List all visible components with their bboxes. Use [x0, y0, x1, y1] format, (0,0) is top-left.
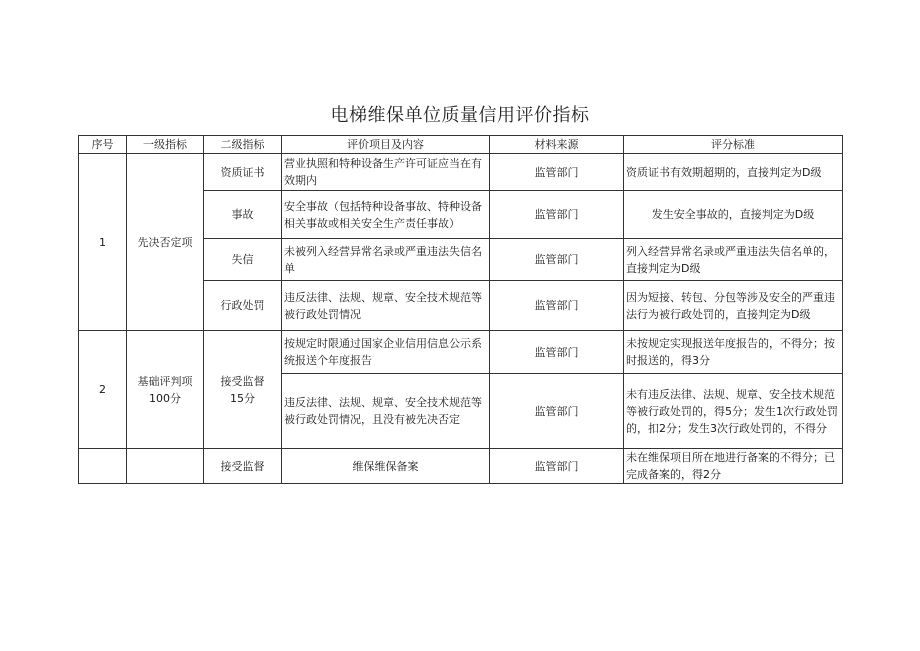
item-cell: 违反法律、法规、规章、安全技术规范等被行政处罚情况，且没有被先决否定 [282, 374, 490, 449]
level2-cell: 事故 [204, 191, 282, 239]
header-level1: 一级指标 [127, 136, 204, 154]
level2-cell: 接受监督 [204, 449, 282, 484]
source-cell: 监管部门 [490, 239, 624, 281]
item-cell: 营业执照和特种设备生产许可证应当在有效期内 [282, 154, 490, 191]
item-cell: 未被列入经营异常名录或严重违法失信名单 [282, 239, 490, 281]
standard-cell: 因为短接、转包、分包等涉及安全的严重违法行为被行政处罚的，直接判定为D级 [624, 281, 843, 331]
group2-level2-label: 接受监督 [220, 374, 265, 388]
empty-level1-cell [127, 449, 204, 484]
standard-cell: 未有违反法律、法规、规章、安全技术规范等被行政处罚的，得5分；发生1次行政处罚的，扣2分；发生3次行政处罚的，不得分 [624, 374, 843, 449]
level2-cell: 行政处罚 [204, 281, 282, 331]
group2-level1 [127, 331, 204, 449]
source-cell: 监管部门 [490, 154, 624, 191]
header-source: 材料来源 [490, 136, 624, 154]
header-item: 评价项目及内容 [282, 136, 490, 154]
header-standard: 评分标准 [624, 136, 843, 154]
source-cell: 监管部门 [490, 191, 624, 239]
source-cell: 监管部门 [490, 449, 624, 484]
table-row [79, 331, 843, 374]
source-cell: 监管部门 [490, 281, 624, 331]
group2-seq: 2 [79, 331, 127, 449]
level2-cell: 资质证书 [204, 154, 282, 191]
source-cell: 监管部门 [490, 374, 624, 449]
item-cell: 按规定时限通过国家企业信用信息公示系统报送个年度报告 [282, 331, 490, 374]
document-title: 电梯维保单位质量信用评价指标 [330, 105, 590, 126]
header-level2: 二级指标 [204, 136, 282, 154]
item-cell: 违反法律、法规、规章、安全技术规范等被行政处罚情况 [282, 281, 490, 331]
group2-level2 [204, 331, 282, 449]
header-seq: 序号 [79, 136, 127, 154]
standard-cell: 未按规定实现报送年度报告的，不得分；按时报送的，得3分 [624, 331, 843, 374]
group2-level1-label: 基础评判项 [137, 374, 193, 388]
group2-level2-score: 15分 [230, 391, 255, 405]
group2-level1-score: 100分 [149, 391, 181, 405]
standard-cell: 资质证书有效期超期的，直接判定为D级 [624, 154, 843, 191]
standard-cell: 发生安全事故的，直接判定为D级 [624, 191, 843, 239]
table-row [79, 449, 843, 484]
empty-seq-cell [79, 449, 127, 484]
indicator-table [78, 135, 843, 484]
item-cell: 维保维保备案 [282, 449, 490, 484]
source-cell: 监管部门 [490, 331, 624, 374]
group1-level1: 先决否定项 [127, 154, 204, 331]
level2-cell: 失信 [204, 239, 282, 281]
group1-seq: 1 [79, 154, 127, 331]
table-row [79, 154, 843, 191]
standard-cell: 未在维保项目所在地进行备案的不得分；已完成备案的，得2分 [624, 449, 843, 484]
item-cell: 安全事故（包括特种设备事故、特种设备相关事故或相关安全生产责任事故） [282, 191, 490, 239]
standard-cell: 列入经营异常名录或严重违法失信名单的，直接判定为D级 [624, 239, 843, 281]
header-row [79, 136, 843, 154]
